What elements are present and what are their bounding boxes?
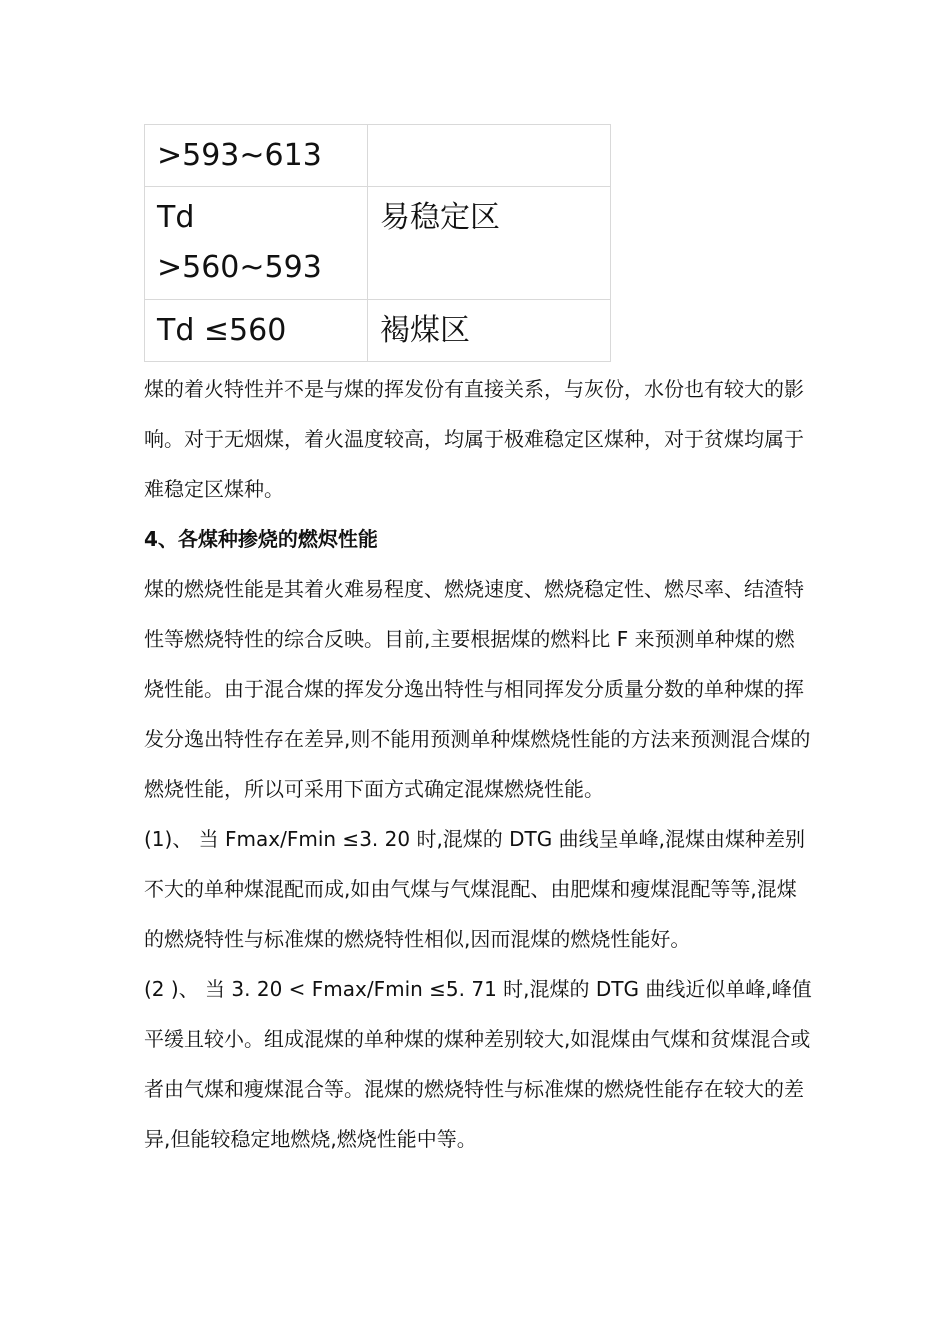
document-body xyxy=(144,364,814,1164)
table-cell-zone xyxy=(368,187,611,300)
table-cell-zone xyxy=(368,125,611,187)
cell-text: >593~613 xyxy=(157,138,322,173)
paragraph-ignition: 煤的着火特性并不是与煤的挥发份有直接关系，与灰份，水份也有较大的影响。对于无烟煤，着火温度较高，均属于极难稳定区煤种，对于贫煤均属于难稳定区煤种。 xyxy=(144,377,804,501)
table-row xyxy=(145,300,611,362)
cell-text: Td xyxy=(157,200,195,235)
table-cell-range xyxy=(145,300,368,362)
section-heading: 4、各煤种掺烧的燃烬性能 xyxy=(144,527,378,551)
cell-text: 褐煤区 xyxy=(380,313,470,348)
paragraph-case-2: (2 )、 当 3. 20 < Fmax/Fmin ≤5. 71 时,混煤的 DTG 曲线近似单峰,峰值平缓且较小。组成混煤的单种煤的煤种差别较大,如混煤由气煤和贫煤混合或者由气煤和瘦煤混合等。混煤的燃烧特性与标准煤的燃烧性能存在较大的差异,但能较稳定地燃烧,燃烧性能中等。 xyxy=(144,977,812,1151)
table-row xyxy=(145,125,611,187)
paragraph-combustion-performance: 煤的燃烧性能是其着火难易程度、燃烧速度、燃烧稳定性、燃尽率、结渣特性等燃烧特性的综合反映。目前,主要根据煤的燃料比 F 来预测单种煤的燃烧性能。由于混合煤的挥发分逸出特性与相同挥发分质量分数的单种煤的挥发分逸出特性存在差异,则不能用预测单种煤燃烧性能的方法来预测混合煤的燃烧性能，所以可采用下面方式确定混煤燃烧性能。 xyxy=(144,577,811,801)
paragraph-case-1: (1)、 当 Fmax/Fmin ≤3. 20 时,混煤的 DTG 曲线呈单峰,混煤由煤种差别不大的单种煤混配而成,如由气煤与气煤混配、由肥煤和瘦煤混配等等,混煤的燃烧特性与标准煤的燃烧特性相似,因而混煤的燃烧性能好。 xyxy=(144,827,805,951)
cell-text: >560~593 xyxy=(157,250,322,285)
table-cell-range xyxy=(145,187,368,300)
table-cell-range xyxy=(145,125,368,187)
cell-text: Td ≤560 xyxy=(157,313,287,348)
table-cell-zone xyxy=(368,300,611,362)
cell-text: 易稳定区 xyxy=(380,200,500,235)
table-row xyxy=(145,187,611,300)
classification-table xyxy=(144,124,611,362)
